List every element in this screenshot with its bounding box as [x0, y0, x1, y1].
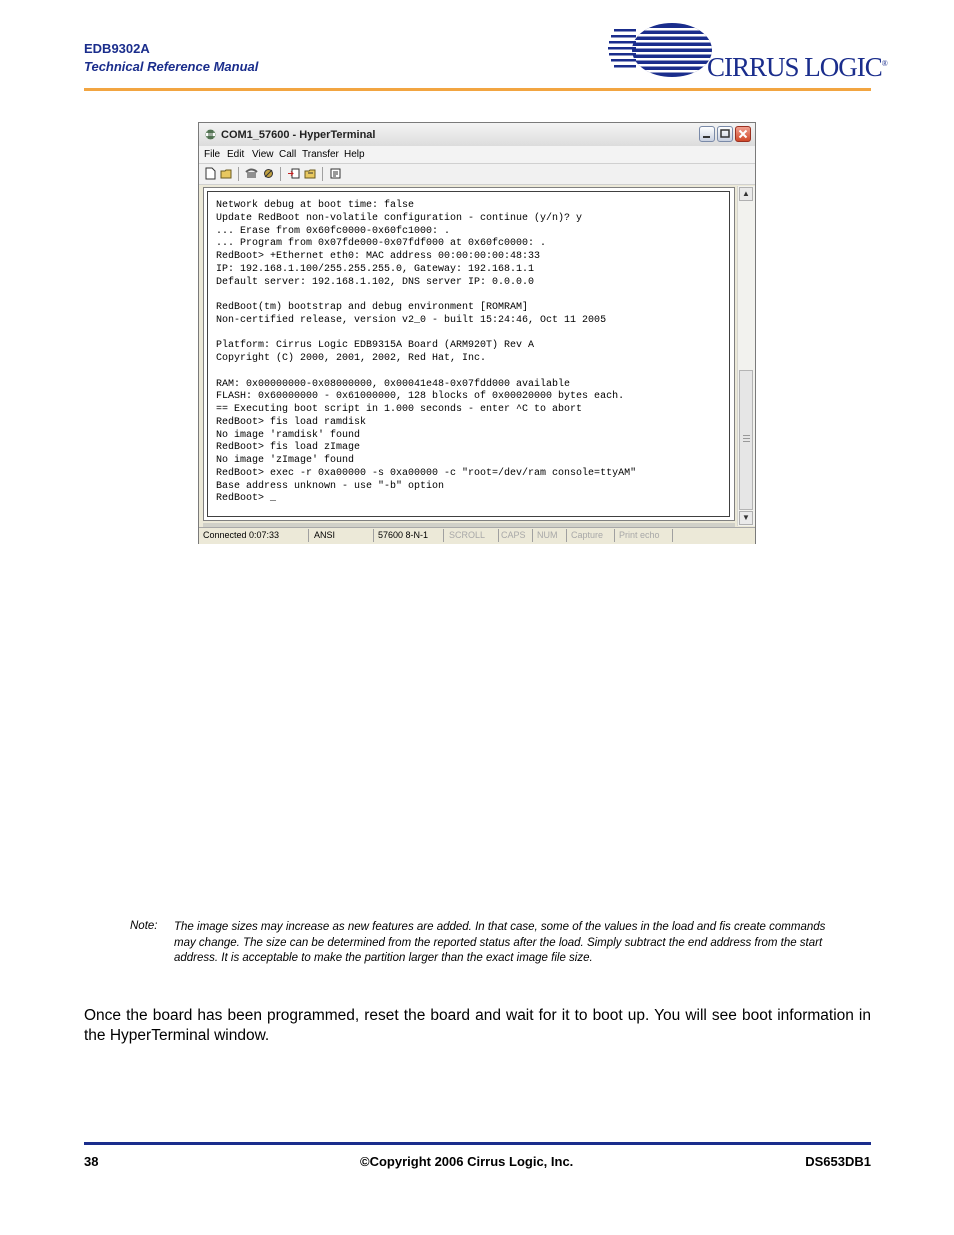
toolbar-separator: [238, 167, 239, 181]
terminal-line: Network debug at boot time: false: [216, 200, 415, 211]
terminal-line: IP: 192.168.1.100/255.255.255.0, Gateway: 192.168.1.1: [216, 263, 535, 275]
terminal-line: RedBoot> exec -r 0xa00000 -s 0xa00000 -c "root=/dev/ram console=ttyAM": [216, 467, 637, 479]
vertical-scrollbar[interactable]: [737, 186, 755, 526]
terminal-line: [216, 289, 636, 302]
toolbar-separator: [322, 167, 323, 181]
terminal-line: FLASH: 0x60000000 - 0x61000000, 128 blocks of 0x00020000 bytes each.: [216, 391, 625, 403]
send-icon[interactable]: [287, 167, 300, 180]
page-number: 38: [84, 1154, 99, 1169]
terminal-line: RedBoot(tm) bootstrap and debug environment [ROMRAM]: [216, 302, 529, 313]
receive-icon[interactable]: [304, 167, 317, 180]
maximize-button[interactable]: [717, 126, 733, 142]
status-num: NUM: [535, 529, 567, 542]
properties-icon[interactable]: [329, 167, 342, 180]
terminal-line: Update RedBoot non-volatile configuration - continue (y/n)? y: [216, 212, 583, 224]
note-text: The image sizes may increase as new features are added. In that case, some of the values in the load and fis create commands may change. The size can be determined from the reported status after the load. Simply subtract the end address from the start address. It is acceptable to make the partition larger than the exact image file size.: [174, 921, 826, 964]
terminal-line: RedBoot> fis load zImage: [216, 442, 361, 454]
terminal-line: RedBoot> fis load ramdisk: [216, 416, 367, 428]
toolbar: [199, 163, 755, 185]
manual-title: Technical Reference Manual: [84, 59, 259, 74]
terminal-frame: [203, 187, 735, 521]
logo-mark-icon: [608, 22, 713, 78]
copyright-notice: ©Copyright 2006 Cirrus Logic, Inc.: [360, 1154, 574, 1169]
hyperterminal-icon: [204, 128, 217, 141]
terminal-line: == Executing boot script in 1.000 seconds - enter ^C to abort: [216, 404, 583, 415]
new-icon[interactable]: [204, 167, 217, 180]
disconnect-icon[interactable]: [262, 167, 275, 180]
scroll-up-button[interactable]: ▲: [739, 187, 753, 201]
terminal-output: [216, 200, 636, 506]
terminal-line: [216, 366, 636, 379]
window-title: COM1_57600 - HyperTerminal: [221, 129, 376, 141]
status-emulation: ANSI: [312, 529, 374, 542]
terminal-line: No image 'zImage' found: [216, 455, 355, 466]
scroll-thumb[interactable]: [739, 370, 753, 510]
terminal-line: Default server: 192.168.1.102, DNS server IP: 0.0.0.0: [216, 276, 535, 288]
menu-view[interactable]: View: [252, 149, 274, 160]
open-icon[interactable]: [220, 167, 233, 180]
status-settings: 57600 8-N-1: [376, 529, 444, 542]
scroll-down-button[interactable]: ▼: [739, 511, 753, 525]
terminal-line: No image 'ramdisk' found: [216, 429, 361, 441]
cirrus-logic-logo: [608, 22, 888, 84]
note-label: Note:: [130, 920, 158, 932]
body-paragraph: Once the board has been programmed, reset the board and wait for it to boot up. You will see boot information in the HyperTerminal window.: [84, 1007, 871, 1044]
terminal-line: Copyright (C) 2000, 2001, 2002, Red Hat, Inc.: [216, 353, 487, 364]
minimize-icon: [700, 127, 714, 141]
menu-transfer[interactable]: Transfer: [302, 149, 339, 160]
title-bar[interactable]: [199, 123, 755, 147]
menu-bar: [199, 146, 755, 163]
status-scroll: SCROLL: [447, 529, 499, 542]
hyperterminal-window: [198, 122, 756, 544]
status-connected: Connected 0:07:33: [201, 529, 309, 542]
terminal-line: Base address unknown - use "-b" option: [216, 480, 445, 492]
terminal-line: RedBoot> _: [216, 493, 277, 505]
toolbar-separator: [280, 167, 281, 181]
menu-file[interactable]: File: [204, 149, 221, 160]
menu-help[interactable]: Help: [344, 149, 365, 160]
terminal-line: RedBoot> +Ethernet eth0: MAC address 00:00:00:00:48:33: [216, 251, 541, 262]
phone-icon[interactable]: [245, 167, 258, 180]
terminal-line: RAM: 0x00000000-0x08000000, 0x00041e48-0x07fdd000 available: [216, 378, 571, 390]
header-rule: [84, 88, 871, 91]
terminal-line: ... Program from 0x07fde000-0x07fdf000 at 0x60fc0000: .: [216, 238, 547, 250]
product-name: EDB9302A: [84, 41, 150, 56]
document-id: DS653DB1: [805, 1154, 871, 1169]
status-print-echo: Print echo: [617, 529, 673, 542]
terminal-line: [216, 328, 636, 341]
logo-wordmark: CIRRUS LOGIC®: [707, 52, 888, 82]
menu-call[interactable]: Call: [279, 149, 297, 160]
status-capture: Capture: [569, 529, 615, 542]
status-bar: [199, 527, 755, 544]
menu-edit[interactable]: Edit: [227, 149, 245, 160]
status-caps: CAPS: [499, 529, 533, 542]
terminal-line: Non-certified release, version v2_0 - built 15:24:46, Oct 11 2005: [216, 314, 607, 326]
footer-rule: [84, 1142, 871, 1145]
terminal-line: ... Erase from 0x60fc0000-0x60fc1000: .: [216, 225, 451, 237]
close-icon: [736, 127, 750, 141]
terminal-line: Platform: Cirrus Logic EDB9315A Board (ARM920T) Rev A: [216, 340, 535, 352]
terminal-screen[interactable]: [207, 191, 730, 517]
minimize-button[interactable]: [699, 126, 715, 142]
maximize-icon: [718, 127, 732, 141]
close-button[interactable]: [735, 126, 751, 142]
